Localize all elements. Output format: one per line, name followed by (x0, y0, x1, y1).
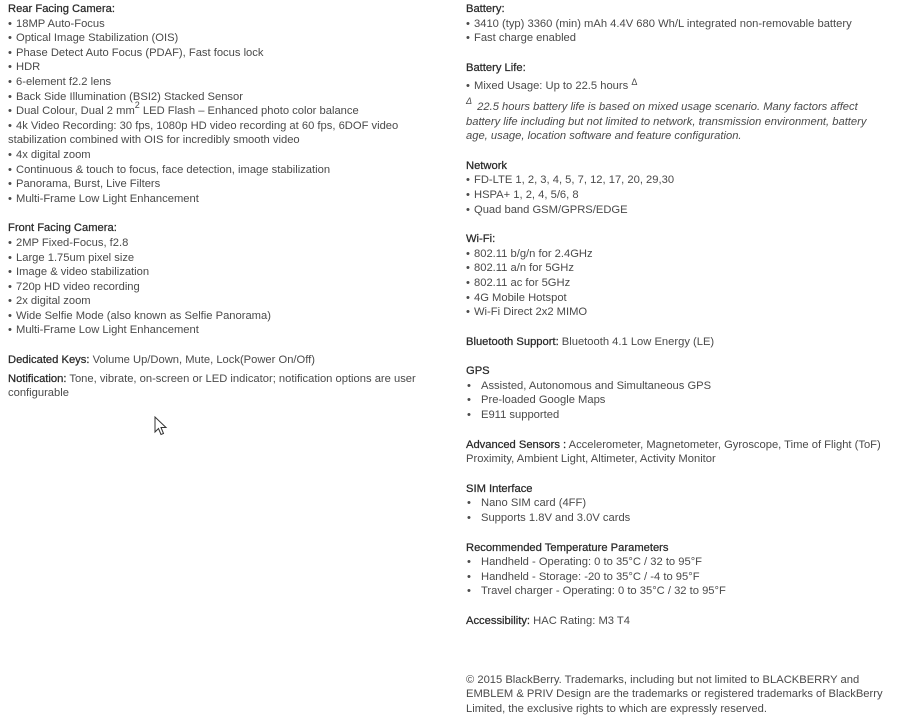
bullet-icon: • (8, 192, 12, 205)
temperature-heading: Recommended Temperature Parameters (466, 541, 669, 554)
bullet-icon: • (8, 119, 12, 132)
battery-life-heading: Battery Life: (466, 61, 526, 74)
notification-section (8, 372, 448, 401)
bullet-icon: • (8, 266, 12, 279)
list-item: • Travel charger - Operating: 0 to 35°C / 32 to 95°F (467, 585, 726, 598)
bullet-icon: • (8, 90, 12, 103)
bullet-icon: • (8, 75, 12, 88)
battery-section (466, 2, 891, 46)
gps-heading: GPS (466, 365, 490, 378)
list-item: • 4G Mobile Hotspot (466, 291, 567, 304)
list-item: • 6-element f2.2 lens (8, 75, 112, 88)
bullet-icon: • (8, 163, 12, 176)
list-item: • 802.11 ac for 5GHz (466, 276, 571, 289)
delta-footnote-icon: Δ (466, 95, 473, 106)
gps-section (466, 364, 891, 422)
list-item: • FD-LTE 1, 2, 3, 4, 5, 7, 12, 17, 20, 29,30 (466, 174, 675, 187)
rear-camera-heading: Rear Facing Camera: (8, 3, 115, 15)
bullet-icon: • (467, 570, 471, 583)
bluetooth-value: Bluetooth 4.1 Low Energy (LE) (558, 335, 715, 348)
list-item: • 2MP Fixed-Focus, f2.8 (8, 236, 129, 249)
bullet-icon: • (8, 105, 12, 118)
list-item: • Image & video stabilization (8, 266, 150, 279)
list-item: • 18MP Auto-Focus (8, 17, 105, 30)
bullet-icon: • (466, 276, 470, 289)
network-section (466, 159, 891, 217)
list-item: • HSPA+ 1, 2, 4, 5/6, 8 (466, 188, 579, 201)
battery-heading: Battery: (466, 3, 505, 15)
battery-life-section (466, 61, 891, 144)
bullet-icon: • (8, 148, 12, 161)
mouse-cursor-icon (154, 416, 168, 436)
list-item: • Multi-Frame Low Light Enhancement (8, 324, 199, 337)
front-camera-heading: Front Facing Camera: (8, 222, 117, 235)
accessibility-label: Accessibility: (466, 615, 531, 627)
right-column (466, 2, 891, 716)
bullet-icon: • (466, 80, 470, 93)
list-item: • HDR (8, 61, 41, 74)
left-column (8, 2, 448, 416)
list-item: • Fast charge enabled (466, 32, 576, 45)
sensors-section (466, 438, 891, 467)
sensors-label: Advanced Sensors : (466, 438, 567, 451)
bullet-icon: • (467, 409, 471, 422)
delta-footnote-icon: Δ (631, 77, 638, 88)
dedicated-keys-label: Dedicated Keys: (8, 354, 90, 367)
list-item: • Handheld - Storage: -20 to 35°C / -4 to 95°F (467, 570, 700, 583)
bullet-icon: • (8, 324, 12, 337)
bullet-icon: • (8, 295, 12, 308)
list-item: • Phase Detect Auto Focus (PDAF), Fast focus lock (8, 46, 264, 59)
temperature-section (466, 541, 891, 599)
list-item: • Large 1.75um pixel size (8, 251, 135, 264)
bullet-icon: • (466, 32, 470, 45)
list-item: • Assisted, Autonomous and Simultaneous GPS (467, 379, 712, 392)
notification-value: Tone, vibrate, on-screen or LED indicator; notification options are user configurable (8, 372, 416, 400)
list-item: • 4k Video Recording: 30 fps, 1080p HD video recording at 60 fps, 6DOF video stabilization combined with OIS for incredibly smooth video (8, 119, 399, 147)
notification-label: Notification: (8, 372, 67, 385)
bluetooth-label: Bluetooth Support: (466, 335, 559, 348)
bullet-icon: • (467, 556, 471, 569)
bullet-icon: • (8, 309, 12, 322)
bullet-icon: • (466, 247, 470, 260)
bullet-icon: • (467, 585, 471, 598)
bullet-icon: • (467, 379, 471, 392)
front-camera-section (8, 221, 448, 338)
list-item: • 802.11 b/g/n for 2.4GHz (466, 247, 593, 260)
battery-life-footnote: $^\Delta$ 22.5 hours battery life is based on mixed usage scenario. Many factors affect battery life including but not limited to network, transmission environment, battery age, usage, location software and feature configuration. (466, 95, 867, 143)
list-item: • Panorama, Burst, Live Filters (8, 178, 161, 191)
list-item: • Quad band GSM/GPRS/EDGE (466, 203, 628, 216)
dedicated-keys-section (8, 353, 448, 368)
network-heading: Network (466, 159, 508, 172)
rear-camera-section (8, 2, 448, 206)
list-item: • Dual Colour, Dual 2 $mm^2$ LED Flash – Enhanced photo color balance (8, 100, 359, 118)
bullet-icon: • (466, 291, 470, 304)
bullet-icon: • (466, 188, 470, 201)
list-item: • 720p HD video recording (8, 280, 140, 293)
bullet-icon: • (466, 17, 470, 30)
list-item: • Back Side Illumination (BSI2) Stacked Sensor (8, 90, 243, 103)
bullet-icon: • (466, 306, 470, 319)
wifi-heading: Wi-Fi: (466, 233, 496, 246)
bullet-icon: • (8, 280, 12, 293)
accessibility-section (466, 614, 891, 629)
list-item: • Pre-loaded Google Maps (467, 394, 606, 407)
bullet-icon: • (8, 236, 12, 249)
bullet-icon: • (8, 251, 12, 264)
sensors-value: Accelerometer, Magnetometer, Gyroscope, Time of Flight (ToF) Proximity, Ambient Light, Altimeter, Activity Monitor (466, 438, 881, 466)
wifi-section (466, 232, 891, 320)
bullet-icon: • (467, 512, 471, 525)
list-item: • 4x digital zoom (8, 148, 91, 161)
list-item: • Mixed Usage: Up to 22.5 hours $^\Delta$ (466, 77, 638, 93)
bluetooth-section (466, 335, 891, 350)
list-item: • Continuous & touch to focus, face detection, image stabilization (8, 163, 331, 176)
bullet-icon: • (467, 394, 471, 407)
bullet-icon: • (8, 178, 12, 191)
list-item: • 3410 (typ) 3360 (min) mAh 4.4V 680 Wh/L integrated non-removable battery (466, 17, 852, 30)
list-item: • Wi-Fi Direct 2x2 MIMO (466, 306, 588, 319)
list-item: • E911 supported (467, 409, 560, 422)
list-item: • Nano SIM card (4FF) (467, 497, 587, 510)
copyright-notice: © 2015 BlackBerry. Trademarks, including but not limited to BLACKBERRY and EMBLEM & PRIV Design are the trademarks or registered trademarks of BlackBerry Limited, the exclusive rights to which are expressly reserved. (466, 673, 883, 715)
bullet-icon: • (467, 497, 471, 510)
list-item: • Handheld - Operating: 0 to 35°C / 32 to 95°F (467, 556, 703, 569)
list-item: • 802.11 a/n for 5GHz (466, 262, 574, 275)
bullet-icon: • (466, 203, 470, 216)
bullet-icon: • (8, 17, 12, 30)
sim-section (466, 482, 891, 526)
list-item: • Multi-Frame Low Light Enhancement (8, 192, 199, 205)
bullet-icon: • (466, 174, 470, 187)
accessibility-value: HAC Rating: M3 T4 (530, 615, 630, 627)
list-item: • Wide Selfie Mode (also known as Selfie Panorama) (8, 309, 271, 322)
bullet-icon: • (8, 32, 12, 45)
list-item: • Optical Image Stabilization (OIS) (8, 32, 179, 45)
sim-heading: SIM Interface (466, 482, 533, 495)
dedicated-keys-value: Volume Up/Down, Mute, Lock(Power On/Off) (89, 354, 315, 367)
bullet-icon: • (8, 61, 12, 74)
bullet-icon: • (8, 46, 12, 59)
list-item: • Supports 1.8V and 3.0V cards (467, 512, 631, 525)
bullet-icon: • (466, 262, 470, 275)
list-item: • 2x digital zoom (8, 295, 91, 308)
